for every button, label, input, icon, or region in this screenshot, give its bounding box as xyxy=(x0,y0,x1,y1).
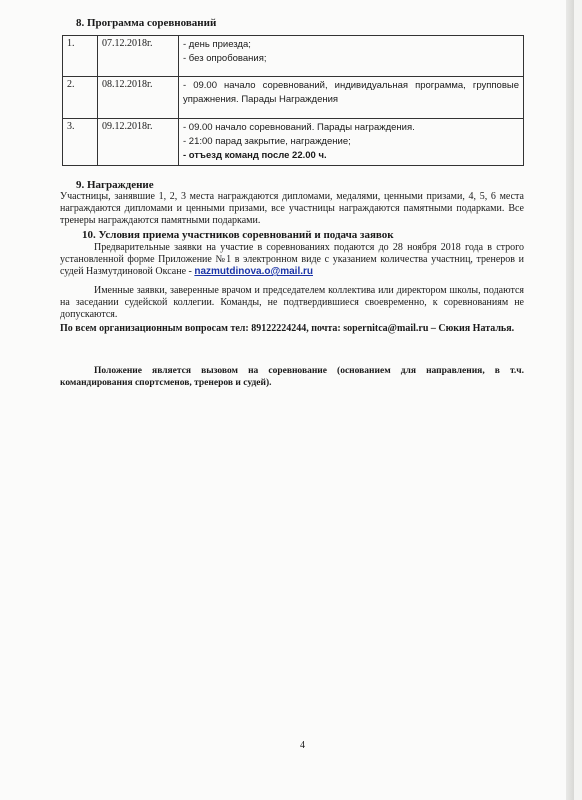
closing-statement: Положение является вызовом на соревнование (основанием для направления, в т.ч. командирования спортсменов, тренеров и судей). xyxy=(60,366,524,388)
table-row xyxy=(63,119,524,166)
paragraph-text: Предварительные заявки на участие в соревнованиях подаются до 28 ноября 2018 года в строго установленной форме Приложение №1 в электронном виде с указанием количества участниц, тренеров и судей Назмутдиновой Оксане - xyxy=(60,242,524,277)
row-line: - день приезда; xyxy=(183,39,251,50)
row-description xyxy=(179,36,524,77)
row-line: - 09.00 начало соревнований. Парады награждения. xyxy=(183,122,415,133)
row-line: - отъезд команд после 22.00 ч. xyxy=(183,150,327,161)
row-date: 07.12.2018г. xyxy=(98,36,179,77)
section-8-title: 8. Программа соревнований xyxy=(76,17,217,29)
contact-info: По всем организационным вопросам тел: 89122224244, почта: sopernitca@mail.ru – Сюкия Наталья. xyxy=(60,323,515,334)
row-number: 1. xyxy=(63,36,98,77)
row-line: - без опробования; xyxy=(183,53,267,64)
row-line: - 21:00 парад закрытие, награждение; xyxy=(183,136,351,147)
row-description xyxy=(179,119,524,166)
section-10-title: 10. Условия приема участников соревнований и подача заявок xyxy=(82,229,394,241)
row-line: - 09.00 начало соревнований, индивидуальная программа, групповые упражнения. Парады Награждения xyxy=(183,80,519,105)
email-link-nazmutdinova[interactable]: nazmutdinova.o@mail.ru xyxy=(194,266,313,277)
table-row xyxy=(63,36,524,77)
section-10-paragraph-1 xyxy=(60,242,524,278)
section-9-title: 9. Награждение xyxy=(76,179,154,191)
section-9-text: Участницы, занявшие 1, 2, 3 места награждаются дипломами, медалями, ценными призами, 4, 5, 6 места награждаются дипломами и ценными призами, все участницы награждаются памятными подарками. Все тренеры награждаются памятными подарками. xyxy=(60,191,524,226)
row-number: 2. xyxy=(63,77,98,119)
row-description xyxy=(179,77,524,119)
row-number: 3. xyxy=(63,119,98,166)
row-date: 09.12.2018г. xyxy=(98,119,179,166)
page-number: 4 xyxy=(300,740,305,751)
row-date: 08.12.2018г. xyxy=(98,77,179,119)
page-edge-shadow xyxy=(566,0,574,800)
section-10-paragraph-2: Именные заявки, заверенные врачом и председателем коллектива или директором школы, подаются на заседании судейской коллегии. Команды, не подтвердившиеся своевременно, к соревнованиям не допускаются. xyxy=(60,285,524,320)
table-row xyxy=(63,77,524,119)
program-table xyxy=(62,35,524,166)
